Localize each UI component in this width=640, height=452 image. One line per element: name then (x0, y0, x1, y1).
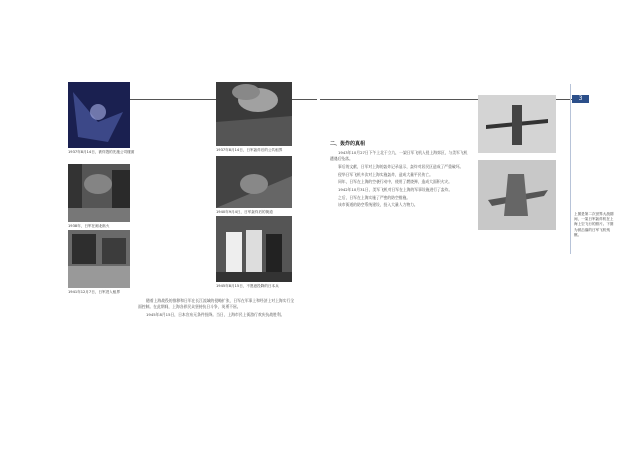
photo-5-caption: 1941年12月7日，日军进入租界 (68, 290, 120, 294)
photo-2-caption: 1937年8月14日，日军轰炸后的公共租界 (216, 148, 283, 152)
right-paragraph-5: 1942年10月31日，美军飞机对日军在上海的军事设施进行了轰炸。 (338, 187, 453, 193)
page-number-right: 3 (572, 95, 589, 103)
right-paragraph-4: 同年，日军在上海的空袭行动中，使用了燃烧弹，造成大面积火灾。 (338, 179, 452, 185)
right-paragraph-6: 之后，日军在上海实施了严密的防空措施。 (338, 194, 411, 200)
section-title: 二、轰炸的真相 (330, 141, 366, 147)
photo-2 (216, 82, 292, 146)
photo-5 (68, 230, 130, 288)
right-paragraph-7: 该市街道的防空系统建设，投入大量人力物力。 (338, 202, 418, 208)
photo-4-caption: 1940年9月4日，日军轰炸后的街道 (216, 210, 273, 214)
aircraft-photo-top (478, 95, 556, 153)
photo-1-caption: 1937年8月14日，被炸毁的先施公司楼面 (68, 150, 135, 154)
photo-3 (68, 164, 130, 222)
right-paragraph-1: 1943年10月27日下午上北于立九，一架日军飞机入侵上海郊区，与美军飞机遭遇后坠落。 (330, 150, 468, 162)
aircraft-photo-bottom (478, 160, 556, 230)
photo-3-caption: 1938年，日军在闸北纵火 (68, 224, 110, 228)
photo-6-caption: 1945年8月15日，不愿意投降的日本兵 (216, 284, 279, 288)
photo-1 (68, 82, 130, 148)
right-body-text (330, 150, 470, 210)
right-paragraph-3: 侵华日军飞机多次对上海实施轰炸，造成大量平民伤亡。 (338, 171, 433, 177)
photo-4 (216, 156, 292, 208)
left-body-text (138, 298, 296, 320)
photo-6 (216, 216, 292, 282)
side-caption: 上图是第二次世界大战期间，一架日军轰炸机在上海上空飞行的照片。下图为被击落的日军飞机残骸。 (574, 212, 614, 237)
left-paragraph-2: 1945年8月15日，日本宣布无条件投降。当日，上海市民上街游行欢庆抗战胜利。 (146, 311, 285, 317)
left-paragraph-1: 随着上海战役的推移和日军在长江流域的侵略扩张，日军在军事上和经济上对上海实行全面控制。在此期间，上海各界民众坚持抗日斗争，英勇不屈。 (138, 298, 295, 310)
right-paragraph-2: 事后的文献，日军对上海的轰炸记录显示，轰炸对居民区造成了严重破坏。 (338, 163, 464, 169)
side-caption-rule (570, 84, 571, 254)
